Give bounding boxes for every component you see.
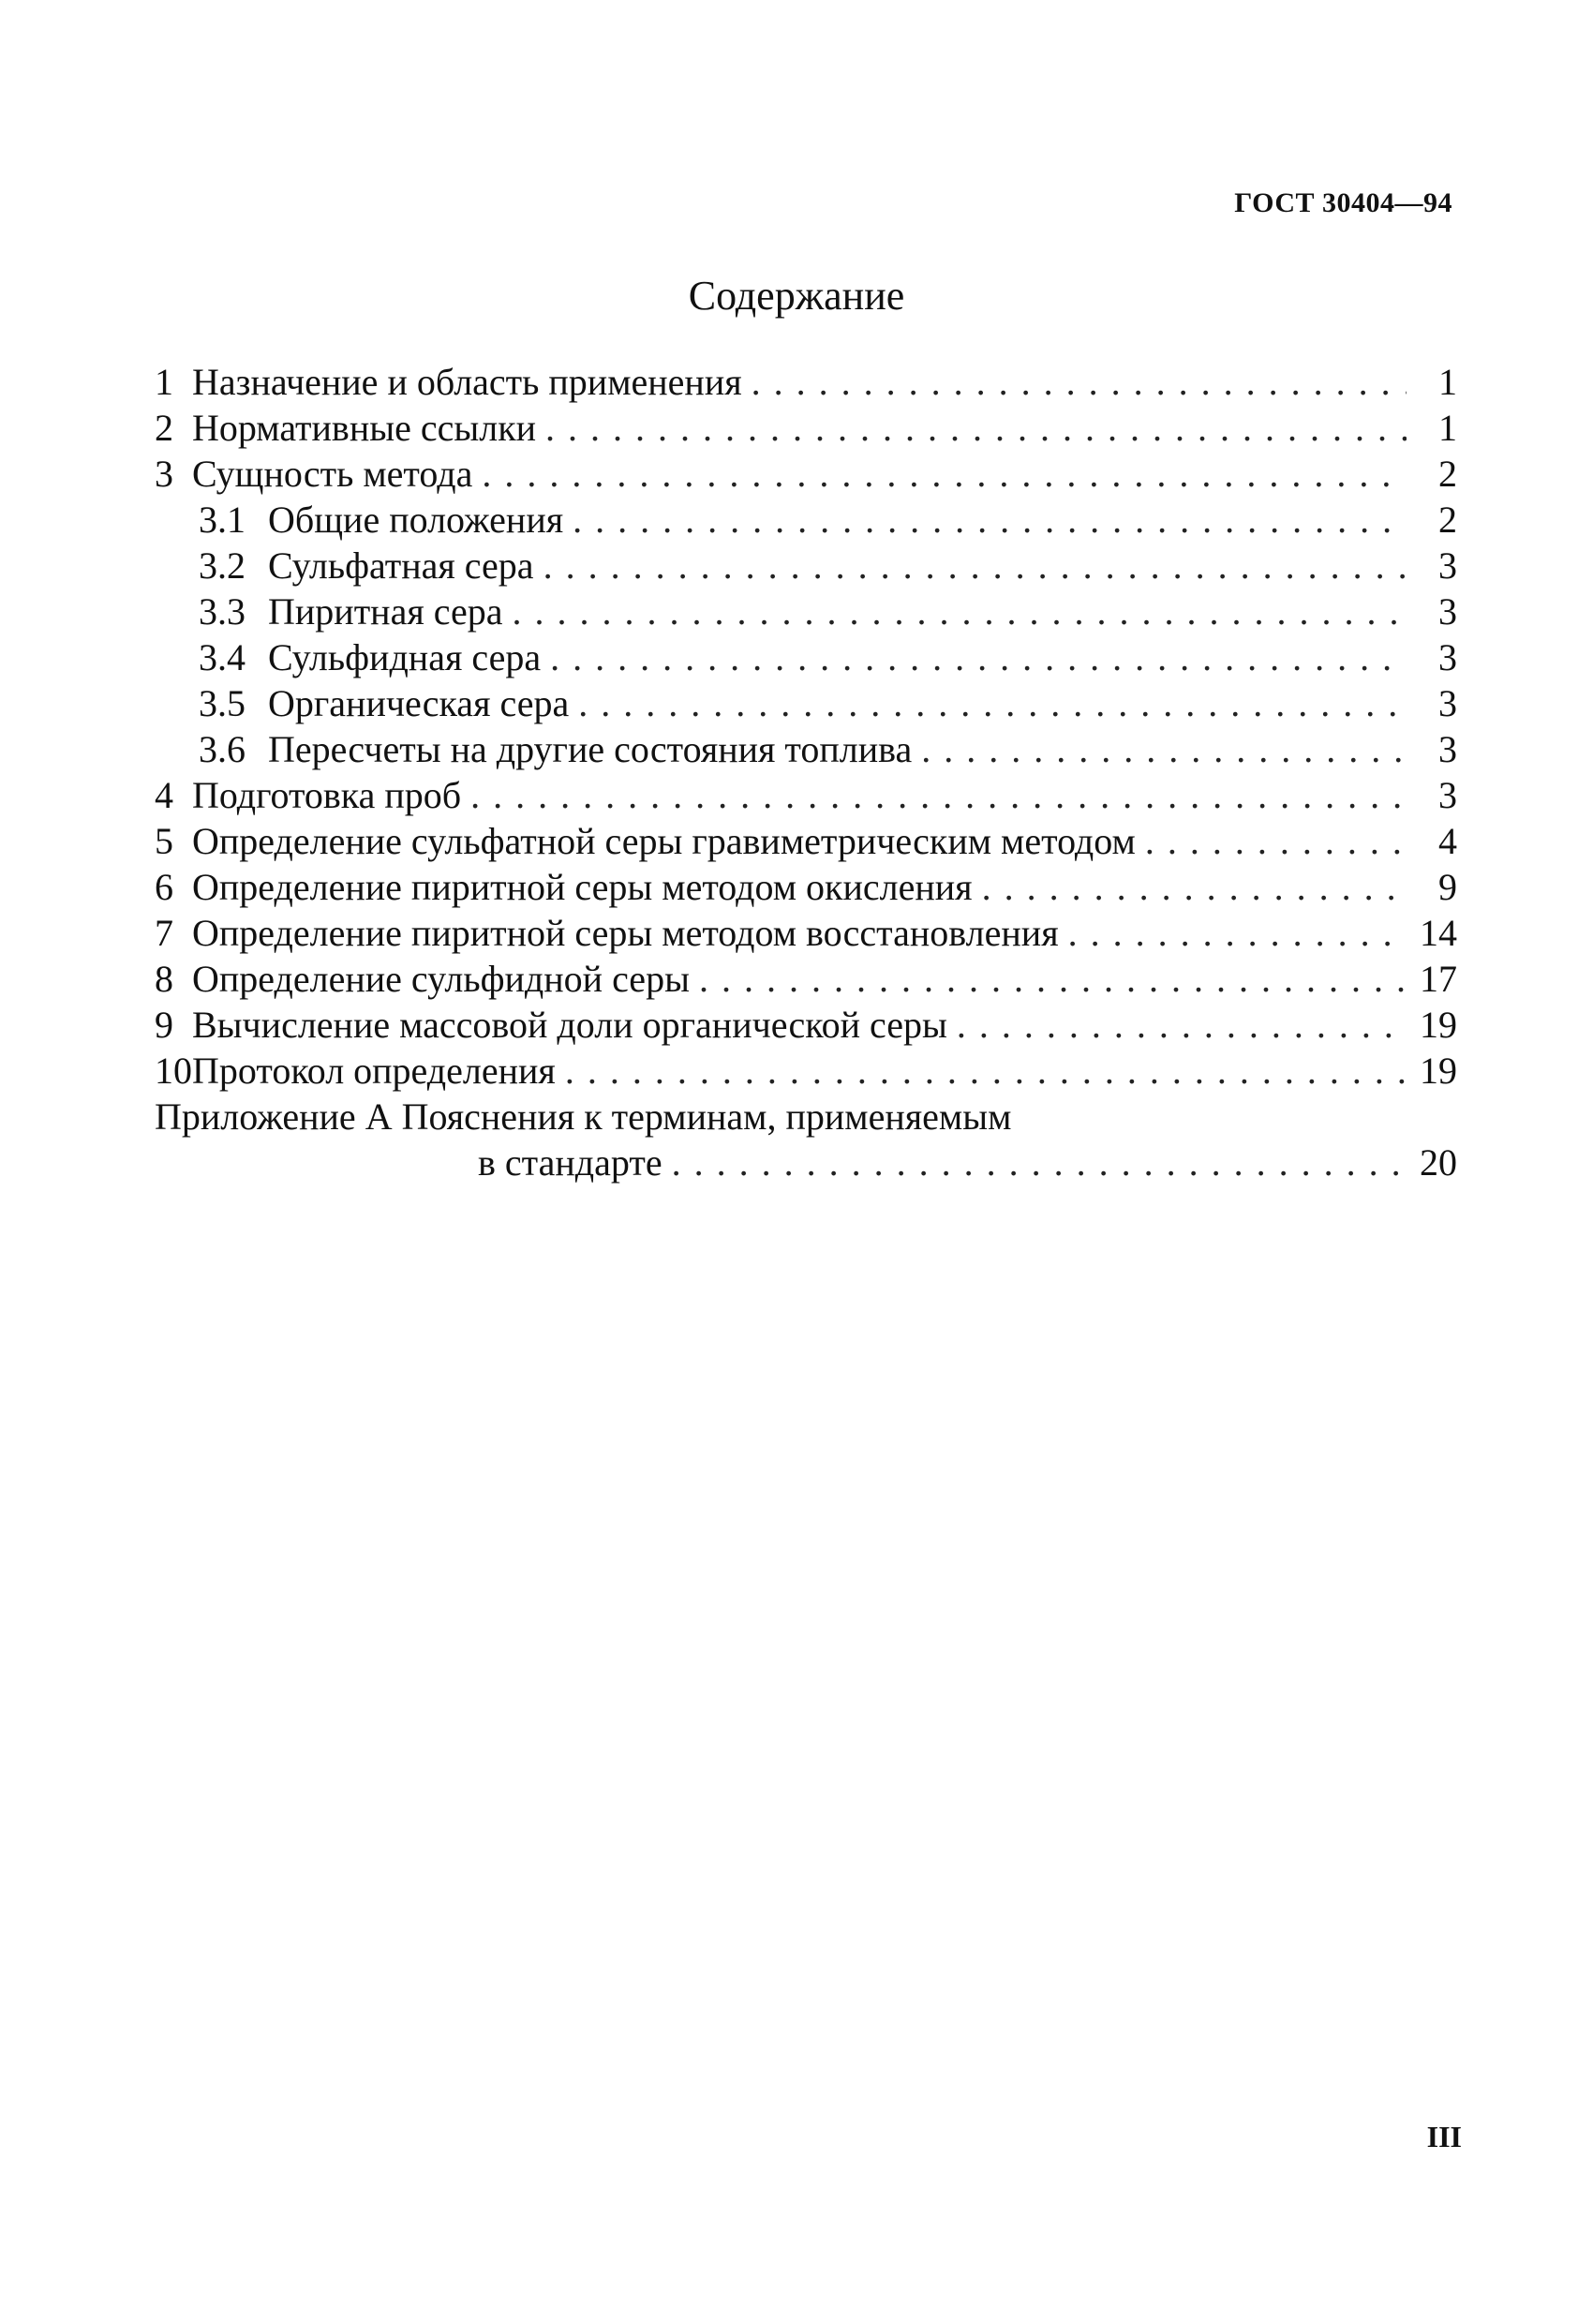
toc-entry-label: Сульфатная сера: [268, 544, 534, 587]
toc-entry-number: 5: [155, 820, 173, 862]
toc-entry-label: Определение пиритной серы методом восстановления: [192, 912, 1059, 954]
toc-entry-page: 3: [1438, 728, 1457, 770]
toc-entry-page: 19: [1420, 1050, 1457, 1092]
toc-entry-label: Определение сульфидной серы: [192, 958, 690, 1000]
toc-entry-number: 6: [155, 866, 173, 908]
toc-entry-label: Подготовка проб: [192, 774, 462, 816]
toc-leader: [982, 864, 1407, 910]
toc-entry-number: 8: [155, 958, 173, 1000]
toc-entry-label: Органическая сера: [268, 682, 570, 724]
toc-subentry: [155, 680, 1457, 726]
toc-leader: [545, 405, 1407, 451]
toc-entry-page: 2: [1438, 499, 1457, 541]
toc-entry-number: 10: [155, 1050, 192, 1092]
toc-entry-number: 9: [155, 1004, 173, 1046]
toc-leader: [1068, 910, 1407, 956]
toc-leader: [578, 680, 1407, 726]
toc-entry-number: 3.1: [199, 499, 246, 541]
toc-entry-page: 19: [1420, 1004, 1457, 1046]
toc-leader: [513, 588, 1407, 634]
toc-entry: [155, 405, 1457, 451]
toc-entry-label: Сульфидная сера: [268, 636, 542, 678]
toc-appendix-label: в стандарте: [478, 1141, 663, 1184]
toc-leader: [482, 451, 1407, 497]
toc-entry-page: 2: [1438, 453, 1457, 495]
toc-entry-number: 3.6: [199, 728, 246, 770]
toc-entry: [155, 1002, 1457, 1048]
table-of-contents: [155, 359, 1457, 1185]
toc-entry-page: 3: [1438, 544, 1457, 587]
toc-entry-number: 3.5: [199, 682, 246, 724]
toc-entry-label: Назначение и область применения: [192, 361, 742, 403]
toc-appendix-page: 20: [1420, 1141, 1457, 1184]
toc-entry: [155, 772, 1457, 818]
toc-entry-page: 3: [1438, 636, 1457, 678]
toc-leader: [1145, 818, 1407, 864]
toc-entry-label: Сущность метода: [192, 453, 473, 495]
toc-entry-page: 1: [1438, 407, 1457, 449]
toc-entry-page: 9: [1438, 866, 1457, 908]
toc-entry-number: 1: [155, 361, 173, 403]
toc-entry: [155, 451, 1457, 497]
toc-entry-number: 3.4: [199, 636, 246, 678]
toc-entry-label: Общие положения: [268, 499, 564, 541]
toc-leader: [699, 956, 1407, 1002]
toc-subentry: [155, 588, 1457, 634]
toc-entry: [155, 910, 1457, 956]
toc-subentry: [155, 726, 1457, 772]
toc-entry-label: Протокол определения: [192, 1050, 556, 1092]
toc-subentry: [155, 634, 1457, 680]
toc-entry-page: 3: [1438, 774, 1457, 816]
toc-entry-label: Определение сульфатной серы гравиметрическим методом: [192, 820, 1136, 862]
toc-entry: [155, 1048, 1457, 1094]
toc-leader: [543, 543, 1407, 588]
toc-subentry: [155, 497, 1457, 543]
toc-entry-label: Определение пиритной серы методом окисления: [192, 866, 973, 908]
toc-entry-number: 4: [155, 774, 173, 816]
toc-entry: [155, 864, 1457, 910]
toc-leader: [921, 726, 1407, 772]
toc-entry: [155, 818, 1457, 864]
toc-entry: [155, 359, 1457, 405]
toc-entry-label: Нормативные ссылки: [192, 407, 537, 449]
toc-appendix-title: Приложение А Пояснения к терминам, применяемым: [155, 1095, 1012, 1138]
toc-entry-number: 7: [155, 912, 173, 954]
toc-appendix-entry: [155, 1140, 1457, 1185]
toc-leader: [672, 1140, 1407, 1185]
toc-entry-page: 14: [1420, 912, 1457, 954]
document-code: ГОСТ 30404—94: [1234, 187, 1452, 218]
toc-entry-page: 17: [1420, 958, 1457, 1000]
toc-leader: [573, 497, 1407, 543]
page-number: III: [1426, 2120, 1462, 2153]
toc-leader: [470, 772, 1407, 818]
toc-entry-number: 3: [155, 453, 173, 495]
toc-entry-number: 3.3: [199, 590, 246, 633]
toc-entry-page: 3: [1438, 682, 1457, 724]
toc-entry-label: Пересчеты на другие состояния топлива: [268, 728, 913, 770]
toc-subentry: [155, 543, 1457, 588]
toc-leader: [565, 1048, 1407, 1094]
toc-leader: [752, 359, 1407, 405]
toc-entry-label: Вычисление массовой доли органической серы: [192, 1004, 947, 1046]
toc-leader: [550, 634, 1407, 680]
toc-leader: [957, 1002, 1407, 1048]
toc-entry-page: 4: [1438, 820, 1457, 862]
toc-entry: [155, 956, 1457, 1002]
toc-entry-label: Пиритная сера: [268, 590, 503, 633]
toc-entry-page: 1: [1438, 361, 1457, 403]
toc-entry-number: 2: [155, 407, 173, 449]
toc-entry-number: 3.2: [199, 544, 246, 587]
toc-title: Содержание: [688, 273, 905, 319]
toc-entry-page: 3: [1438, 590, 1457, 633]
